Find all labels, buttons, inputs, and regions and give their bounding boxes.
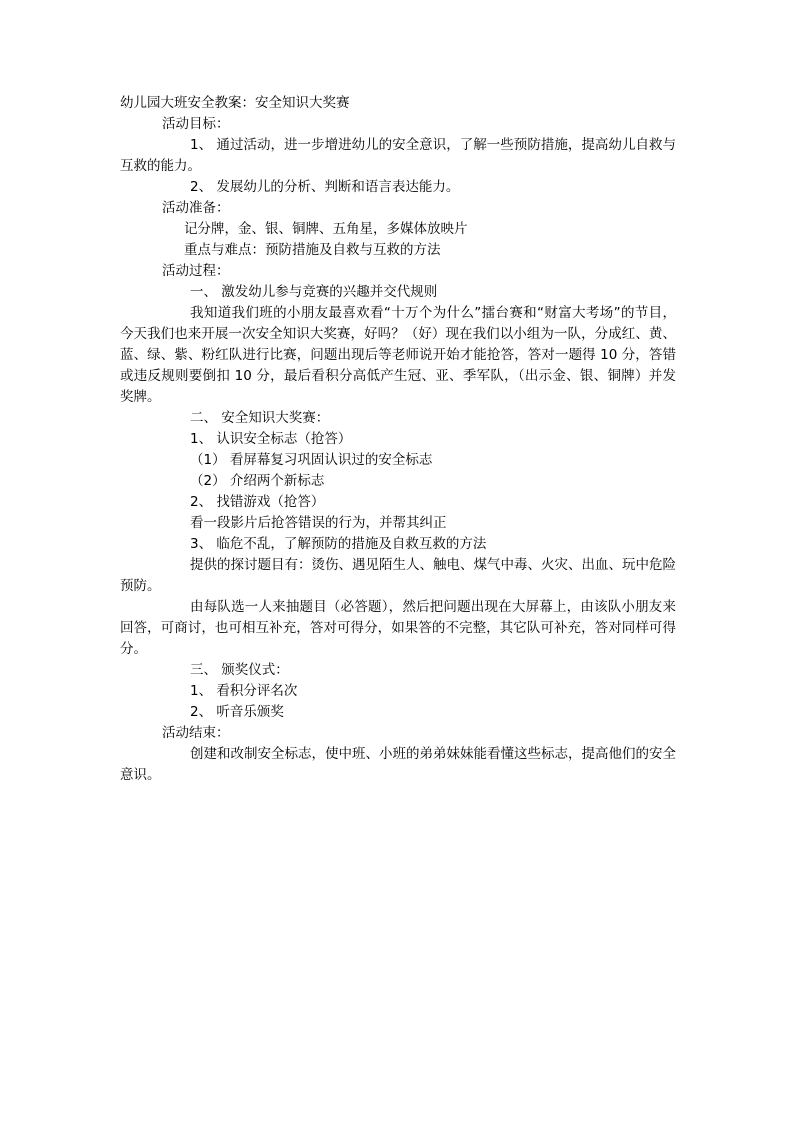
item-1: 1、 认识安全标志（抢答） xyxy=(190,431,352,447)
goal-2: 2、 发展幼儿的分析、判断和语言表达能力。 xyxy=(190,179,460,195)
part2-heading: 二、 安全知识大奖赛： xyxy=(190,410,330,426)
document-body xyxy=(120,93,676,786)
goal-1: 1、 通过活动，进一步增进幼儿的安全意识，了解一些预防措施，提高幼儿自救与互救的能力。 xyxy=(120,137,676,174)
prep-items: 记分牌，金、银、铜牌、五角星，多媒体放映片 xyxy=(184,221,468,237)
end-text: 创建和改制安全标志，使中班、小班的弟弟妹妹能看懂这些标志，提高他们的安全意识。 xyxy=(120,746,676,783)
item-2: 2、 找错游戏（抢答） xyxy=(190,494,325,510)
part1-heading: 一、 激发幼儿参与竞赛的兴趣并交代规则 xyxy=(190,284,438,300)
key-points: 重点与难点：预防措施及自救与互救的方法 xyxy=(184,242,441,258)
end-heading: 活动结束： xyxy=(162,725,230,741)
item-3-rules: 由每队选一人来抽题目（必答题），然后把问题出现在大屏幕上，由该队小朋友来回答，可商讨，也可相互补充，答对可得分，如果答的不完整，其它队可补充，答对同样可得分。 xyxy=(120,599,676,657)
item-2-text: 看一段影片后抢答错误的行为，并帮其纠正 xyxy=(190,515,447,531)
document-title: 幼儿园大班安全教案：安全知识大奖赛 xyxy=(120,95,350,111)
award-2: 2、 听音乐颁奖 xyxy=(190,704,284,720)
item-1-2: （2） 介绍两个新标志 xyxy=(190,473,325,489)
prep-heading: 活动准备： xyxy=(162,200,230,216)
part3-heading: 三、 颁奖仪式： xyxy=(190,662,289,678)
part1-text: 我知道我们班的小朋友最喜欢看“十万个为什么”擂台赛和“财富大考场”的节目，今天我们也来开展一次安全知识大奖赛，好吗？（好）现在我们以小组为一队，分成红、黄、蓝、绿、紫、粉红队进行比赛，问题出现后等老师说开始才能抢答，答对一题得 10 分，答错或违反规则要倒扣 10 分，最后看积分高低产生冠、亚、季军队，（出示金、银、铜牌）并发奖牌。 xyxy=(120,305,676,405)
process-heading: 活动过程： xyxy=(162,263,230,279)
item-3-topics: 提供的探讨题目有：烫伤、遇见陌生人、触电、煤气中毒、火灾、出血、玩中危险预防。 xyxy=(120,557,676,594)
item-1-1: （1） 看屏幕复习巩固认识过的安全标志 xyxy=(190,452,433,468)
goals-heading: 活动目标： xyxy=(162,116,230,132)
award-1: 1、 看积分评名次 xyxy=(190,683,298,699)
item-3: 3、 临危不乱，了解预防的措施及自救互救的方法 xyxy=(190,536,487,552)
